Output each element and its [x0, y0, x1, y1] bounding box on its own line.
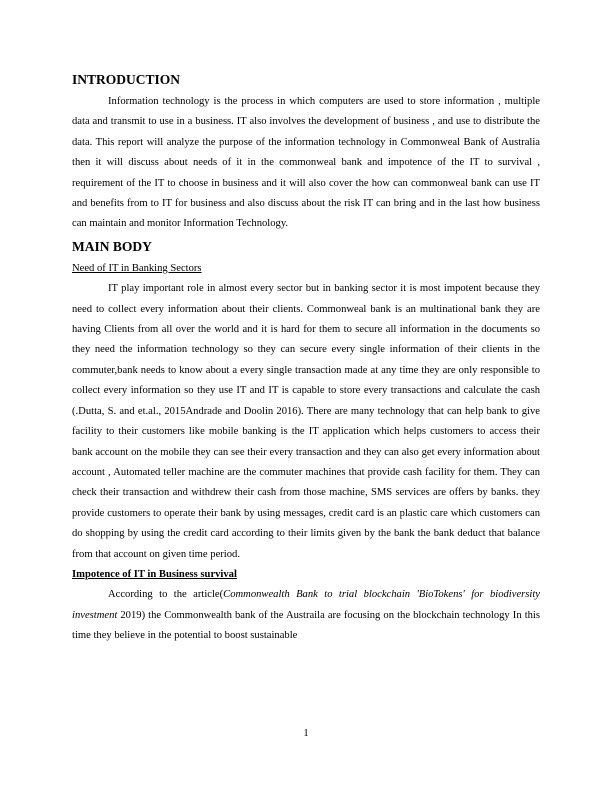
page-content [72, 70, 540, 647]
paragraph-text-start: According to the article( [108, 589, 224, 601]
main-body-heading: MAIN BODY [72, 238, 152, 254]
impotence-of-it-subheading: Impotence of IT in Business survival [72, 568, 237, 580]
article-title: Commonwealth Bank to trial blockchain 'BioTokens' for biodiversity investment [72, 589, 540, 621]
need-of-it-paragraph: IT play important role in almost every sector but in banking sector it is most impotent because they need to collect every information about their clients. Commonweal bank is an multinational bank they are having Clients from all over the world and it is hard for them to secure all information in the documents so they need the information technology so they can secure every single information of their clients in the commuter,bank needs to know about a every single transaction made at any time they are only responsible to collect every information so they use IT and IT is capable to store every transactions and calculate the cash (.Dutta, S. and et.al., 2015Andrade and Doolin 2016). There are many technology that can help bank to give facility to their customers like mobile banking is the IT application which helps customers to access their bank account on the mobile they can see their every transaction and they can also get every information about account , Automated teller machine are the commuter machines that provide cash facility for them. They can check their transaction and withdrew their cash from those machine, SMS services are offers by banks. they provide customers to operate their bank by using messages, credit card is an plastic care which customers can do shopping by using the credit card according to their limits given by the bank the bank deduct that balance from that account on given time period. [72, 283, 540, 560]
introduction-paragraph: Information technology is the process in which computers are used to store information , multiple data and transmit to use in a business. IT also involves the development of business , and use to distribute the data. This report will analyze the purpose of the information technology in Commonweal Bank of Australia then it will discuss about needs of it in the commonweal bank and impotence of the IT to survival , requirement of the IT to choose in business and it will also cover the how can commonweal bank can use IT and benefits from to IT for business and also discuss about the risk IT can bring and in the last how business can maintain and monitor Information Technology. [72, 96, 540, 230]
impotence-of-it-paragraph [72, 585, 540, 646]
paragraph-text-rest: 2019) the Commonwealth bank of the Austraila are focusing on the blockchain technology In this time they believe in the potential to boost sustainable [72, 609, 540, 642]
page-number: 1 [303, 728, 309, 739]
need-of-it-subheading: Need of IT in Banking Sectors [72, 262, 202, 274]
introduction-heading: INTRODUCTION [72, 72, 181, 87]
